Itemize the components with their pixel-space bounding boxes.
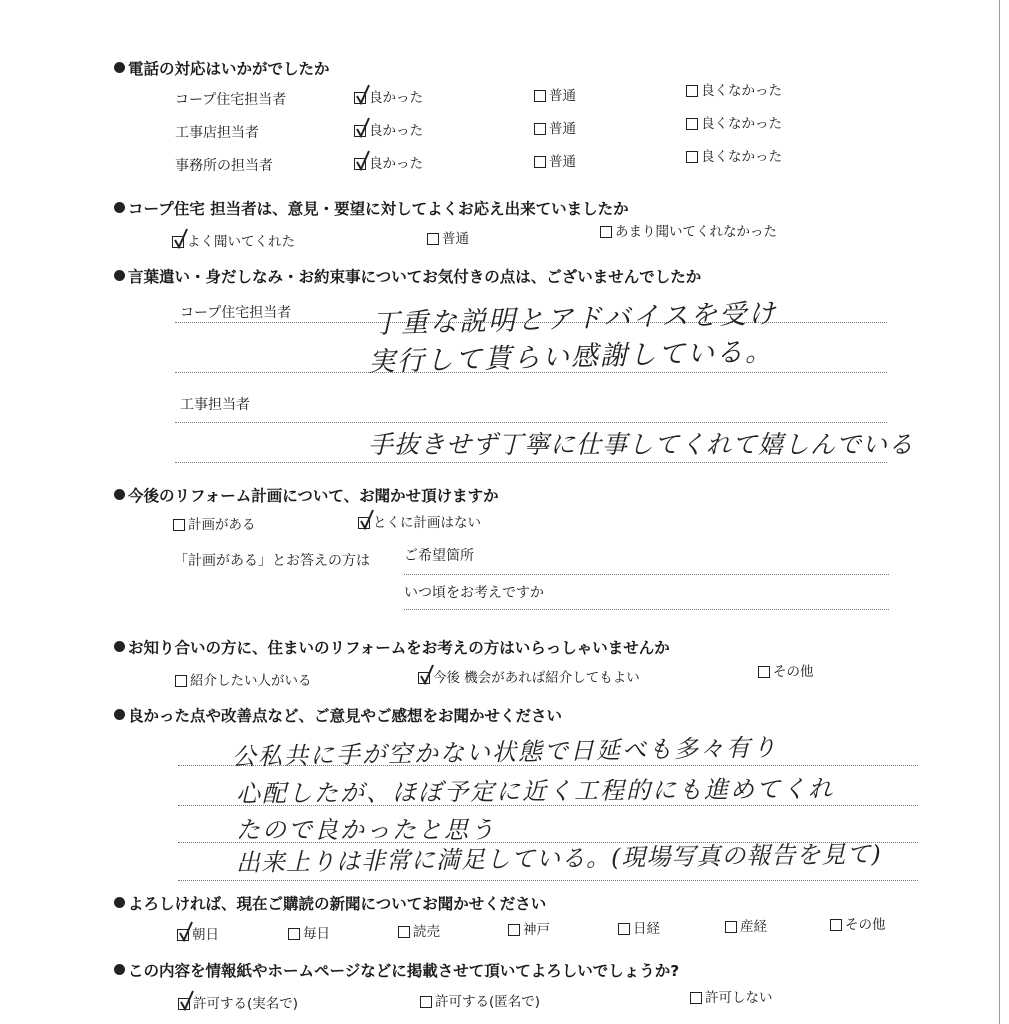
q1-role-contractor: 工事店担当者: [175, 125, 259, 141]
checkbox[interactable]: [534, 123, 546, 135]
checkbox[interactable]: [508, 924, 520, 936]
q5-question: お知り合いの方に、住まいのリフォームをお考えの方はいらっしゃいませんか: [114, 636, 670, 658]
checkbox-checked[interactable]: [172, 236, 184, 248]
q5-option-want-introduce[interactable]: 紹介したい人がいる: [175, 669, 312, 689]
q3-coop-label: コープ住宅担当者: [180, 305, 292, 321]
q8-option-allow-realname[interactable]: 許可する(実名で): [178, 992, 298, 1012]
checkbox[interactable]: [725, 921, 737, 933]
q1-office-good-option[interactable]: 良かった: [354, 152, 423, 172]
checkbox-checked[interactable]: [354, 92, 366, 104]
checkbox-checked[interactable]: [358, 517, 370, 529]
q1-role-office: 事務所の担当者: [175, 158, 273, 174]
checkbox[interactable]: [398, 926, 410, 938]
q7-option-nikkei[interactable]: 日経: [618, 917, 660, 937]
checkbox[interactable]: [173, 519, 185, 531]
page-edge: [999, 0, 1000, 1024]
q6-comment-line2: 心配したが、ほぼ予定に近く工程的にも進めてくれ: [235, 774, 835, 808]
checkbox[interactable]: [618, 923, 630, 935]
answer-line: [175, 422, 887, 423]
answer-line: [404, 574, 889, 575]
q7-option-mainichi[interactable]: 毎日: [288, 922, 330, 942]
q1-role-coop: コープ住宅担当者: [175, 92, 287, 108]
q1-contractor-normal-option[interactable]: 普通: [534, 117, 576, 137]
q1-office-bad-option[interactable]: 良くなかった: [686, 145, 782, 165]
answer-line: [404, 609, 889, 610]
q6-question: 良かった点や改善点など、ご意見やご感想をお聞かせください: [114, 704, 562, 726]
checkbox[interactable]: [420, 996, 432, 1008]
checkbox-checked[interactable]: [418, 672, 430, 684]
checkbox[interactable]: [534, 90, 546, 102]
q4-time-label: いつ頃をお考えですか: [404, 585, 544, 601]
q7-option-asahi[interactable]: 朝日: [177, 923, 219, 943]
q5-option-maybe-introduce[interactable]: 今後 機会があれば紹介してもよい: [418, 666, 640, 686]
checkbox-checked[interactable]: [178, 998, 190, 1010]
q3-coop-answer-line1: 丁重な説明とアドバイスを受け: [371, 298, 778, 340]
checkbox[interactable]: [686, 151, 698, 163]
answer-line: [175, 462, 887, 463]
q7-option-sankei[interactable]: 産経: [725, 915, 767, 935]
q3-coop-answer-line2: 実行して貰らい感謝している。: [367, 336, 775, 378]
q2-option-listened[interactable]: よく聞いてくれた: [172, 230, 295, 250]
checkbox[interactable]: [600, 226, 612, 238]
checkbox[interactable]: [758, 666, 770, 678]
checkbox[interactable]: [686, 85, 698, 97]
q8-option-allow-anonymous[interactable]: 許可する(匿名で): [420, 990, 540, 1010]
q1-question: 電話の対応はいかがでしたか: [114, 57, 330, 79]
q1-coop-normal-option[interactable]: 普通: [534, 84, 576, 104]
q3-contractor-label: 工事担当者: [180, 397, 250, 413]
checkbox[interactable]: [427, 233, 439, 245]
q2-option-normal[interactable]: 普通: [427, 227, 469, 247]
answer-line: [178, 880, 918, 881]
checkbox-checked[interactable]: [177, 929, 189, 941]
q8-question: この内容を情報紙やホームページなどに掲載させて頂いてよろしいでしょうか?: [114, 959, 679, 981]
q1-contractor-bad-option[interactable]: 良くなかった: [686, 112, 782, 132]
q6-comment-line4: 出来上りは非常に満足している。(現場写真の報告を見て): [235, 839, 882, 877]
q1-contractor-good-option[interactable]: 良かった: [354, 119, 423, 139]
checkbox[interactable]: [288, 928, 300, 940]
q4-place-label: ご希望箇所: [404, 548, 474, 564]
q1-coop-bad-option[interactable]: 良くなかった: [686, 79, 782, 99]
q2-option-not-listened[interactable]: あまり聞いてくれなかった: [600, 220, 777, 240]
checkbox[interactable]: [534, 156, 546, 168]
q4-question: 今後のリフォーム計画について、お聞かせ頂けますか: [114, 484, 499, 506]
q2-question: コープ住宅 担当者は、意見・要望に対してよくお応え出来ていましたか: [114, 197, 629, 219]
q1-coop-good-option[interactable]: 良かった: [354, 86, 423, 106]
checkbox[interactable]: [175, 675, 187, 687]
checkbox[interactable]: [690, 992, 702, 1004]
q4-option-has-plan[interactable]: 計画がある: [173, 513, 256, 533]
q7-option-kobe[interactable]: 神戸: [508, 918, 550, 938]
q1-office-normal-option[interactable]: 普通: [534, 150, 576, 170]
q6-comment-line1: 公私共に手が空かない状態で日延べも多々有り: [231, 733, 779, 771]
checkbox-checked[interactable]: [354, 125, 366, 137]
q5-option-other[interactable]: その他: [758, 660, 814, 680]
q8-option-deny[interactable]: 許可しない: [690, 986, 773, 1006]
q3-contractor-answer: 手抜きせず丁寧に仕事してくれて嬉しんでいる: [368, 430, 915, 459]
q3-question: 言葉遣い・身だしなみ・お約束事についてお気付きの点は、ございませんでしたか: [114, 265, 701, 287]
q4-followup-label: 「計画がある」とお答えの方は: [174, 553, 370, 569]
q7-option-yomiuri[interactable]: 読売: [398, 920, 440, 940]
q6-comment-line3: たので良かったと思う: [236, 816, 496, 844]
checkbox-checked[interactable]: [354, 158, 366, 170]
q4-option-no-plan[interactable]: とくに計画はない: [358, 511, 481, 531]
q7-question: よろしければ、現在ご購読の新聞についてお聞かせください: [114, 892, 546, 914]
q7-option-other[interactable]: その他: [830, 913, 886, 933]
checkbox[interactable]: [686, 118, 698, 130]
checkbox[interactable]: [830, 919, 842, 931]
